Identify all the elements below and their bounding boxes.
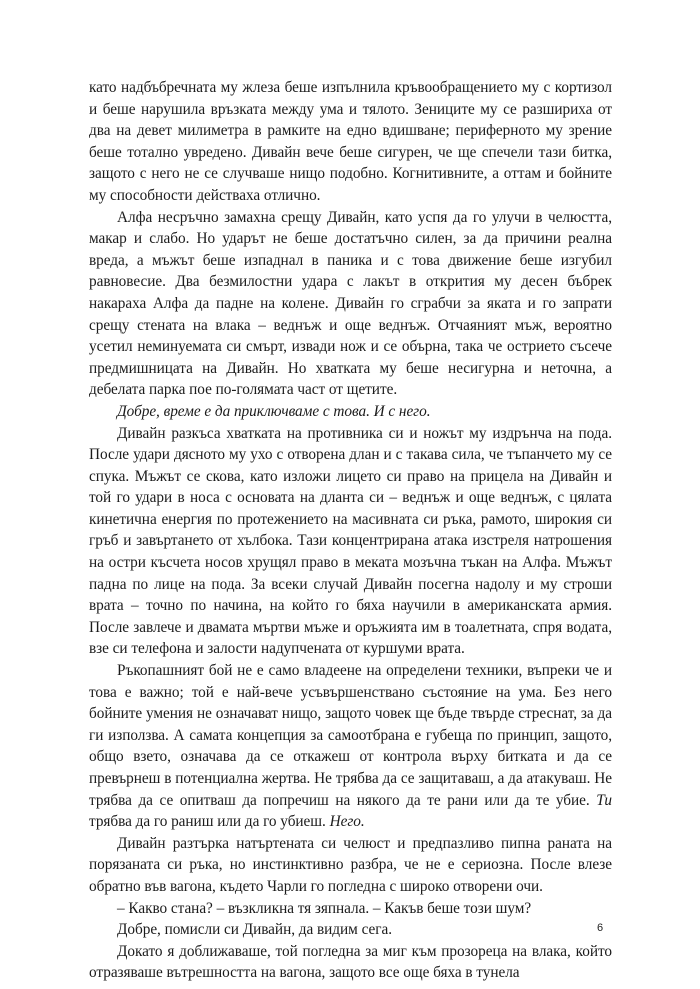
page-body bbox=[89, 77, 612, 984]
paragraph-5-italic-ti: Ти bbox=[596, 791, 612, 809]
paragraph-3-text: Добре, време е да приключваме с това. И с него. bbox=[117, 402, 431, 420]
paragraph-4 bbox=[89, 423, 612, 661]
paragraph-6 bbox=[89, 833, 612, 898]
dialogue-line-text: – Какво стана? – възкликна тя зяпнала. – Какъв беше този шум? bbox=[117, 899, 532, 917]
paragraph-1-text: като надбъбречната му жлеза беше изпълнила кръвообращението му с кортизол и беше нарушила връзката между ума и тялото. Зениците му се разшириха от два на девет милиметра в рамките на едно вдишване; периферното му зрение беше тотално увредено. Дивайн вече беше сигурен, че ще спечели тази битка, защото с него не се случваше нищо подобно. Когнитивните, а оттам и бойните му способности действаха отлично. bbox=[89, 79, 612, 204]
paragraph-6-text: Дивайн разтърка натъртената си челюст и предпазливо пипна раната на порязаната си ръка, но инстинктивно разбра, че не е сериозна. После влезе обратно във вагона, където Чарли го погледна с широко отворени очи. bbox=[89, 834, 612, 895]
paragraph-1 bbox=[89, 77, 612, 207]
paragraph-5 bbox=[89, 660, 612, 833]
paragraph-5-text-continued: трябва да го раниш или да го убиеш. bbox=[89, 813, 330, 831]
paragraph-8-text: Добре, помисли си Дивайн, да видим сега. bbox=[117, 921, 392, 939]
paragraph-8 bbox=[89, 919, 612, 941]
paragraph-9-text: Докато я доближаваше, той погледна за миг към прозореца на влака, който отразяваше вътрешността на вагона, защото все още бяха в тунела bbox=[89, 942, 612, 982]
paragraph-2 bbox=[89, 207, 612, 401]
paragraph-4-text: Дивайн разкъса хватката на противника си и ножът му издрънча на пода. После удари дясното му ухо с отворена длан и с такава сила, че тъпанчето му се спука. Мъжът се скова, като изложи лицето си право на прицела на Дивайн и той го удари в носа с основата на дланта си – веднъж и още веднъж, с цялата кинетична енергия по протежението на масивната си ръка, рамото, широкия си гръб и завъртането от хълбока. Тази концентрирана атака изстреля натрошения на остри късчета носов хрущял право в меката мозъчна тъкан на Алфа. Мъжът падна по лице на пода. За всеки случай Дивайн посегна надолу и му строши врата – точно по начина, на който го бяха научили в американската армия. После завлече и двамата мъртви мъже и оръжията им в тоалетната, спря водата, взе си телефона и залости надупчената от куршуми врата. bbox=[89, 424, 612, 658]
paragraph-2-text: Алфа несръчно замахна срещу Дивайн, като успя да го улучи в челюстта, макар и слабо. Но ударът не беше достатъчно силен, за да причини реална вреда, а мъжът беше изпаднал в паника и с това движение беше изгубил равновесие. Два безмилостни удара с лакът в открития му десен бъбрек накараха Алфа да падне на колене. Дивайн го сграбчи за яката и го запрати срещу стената на влака – веднъж и още веднъж. Отчаяният мъж, вероятно усетил неминуемата си смърт, извади нож и се обърна, така че острието съсече предмишницата на Дивайн. Но хватката му беше несигурна и неточна, а дебелата парка пое по-голямата част от щетите. bbox=[89, 208, 612, 399]
paragraph-5-italic-nego: Него. bbox=[329, 813, 365, 831]
page-number: 6 bbox=[597, 922, 604, 934]
dialogue-line bbox=[89, 898, 612, 920]
paragraph-5-text: Ръкопашният бой не е само владеене на определени техники, въпреки че и това е важно; той е най-вече усъвършенствано състояние на ума. Без него бойните умения не означават нищо, защото човек ще бъде твърде стреснат, за да ги използва. А самата концепция за самоотбрана е губеща по принцип, защото, общо взето, означава да се откажеш от контрола върху битката и да се превърнеш в потенциална жертва. Не трябва да се защитаваш, а да атакуваш. Не трябва да се опитваш да попречиш на някого да те рани или да те убие. bbox=[89, 662, 612, 809]
paragraph-3-italic-thought bbox=[89, 401, 612, 423]
paragraph-9 bbox=[89, 941, 612, 984]
